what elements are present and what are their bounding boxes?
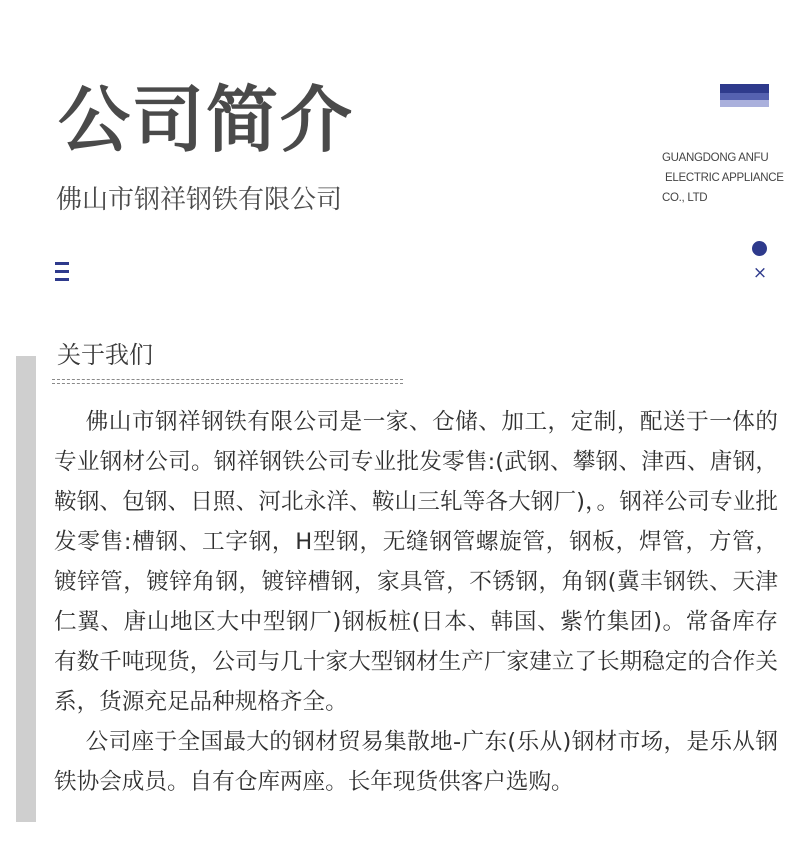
menu-icon[interactable] — [55, 262, 69, 282]
page-title: 公司简介 — [58, 78, 355, 162]
company-english-name — [662, 148, 784, 208]
stripe-dark — [720, 84, 769, 93]
dashed-divider — [52, 379, 403, 384]
company-en-line-1: GUANGDONG ANFU — [662, 152, 769, 164]
paragraph: 公司座于全国最大的钢材贸易集散地-广东(乐从)钢材市场，是乐从钢铁协会成员。自有仓库两座。长年现货供客户选购。 — [54, 729, 778, 795]
side-bar — [16, 356, 36, 822]
company-en-line-2: ELECTRIC APPLIANCE — [665, 172, 784, 184]
paragraph: 佛山市钢祥钢铁有限公司是一家、仓储、加工，定制，配送于一体的专业钢材公司。钢祥钢铁公司专业批发零售:(武钢、攀钢、津西、唐钢，鞍钢、包钢、日照、河北永洋、鞍山三轧等各大钢厂)，。钢祥公司专业批发零售:槽钢、工字钢，H型钢，无缝钢管螺旋管，钢板，焊管，方管，镀锌管，镀锌角钢，镀锌槽钢，家具管，不锈钢，角钢(冀丰钢铁、天津仁翼、唐山地区大中型钢厂)钢板桩(日本、韩国、紫竹集团)。常备库存有数千吨现货，公司与几十家大型钢材生产厂家建立了长期稳定的合作关系，货源充足品种规格齐全。 — [54, 409, 778, 715]
dot-icon — [752, 241, 767, 256]
stripe-light — [720, 100, 769, 107]
company-name: 佛山市钢祥钢铁有限公司 — [56, 185, 343, 215]
menu-icon-bar — [55, 278, 69, 281]
menu-icon-bar — [55, 262, 69, 265]
menu-icon-bar — [55, 270, 69, 273]
section-heading: 关于我们 — [57, 341, 153, 369]
close-icon[interactable]: × — [752, 263, 768, 283]
company-en-line-3: CO., LTD — [662, 192, 708, 204]
stripe-mid — [720, 93, 769, 100]
about-text — [54, 402, 778, 802]
